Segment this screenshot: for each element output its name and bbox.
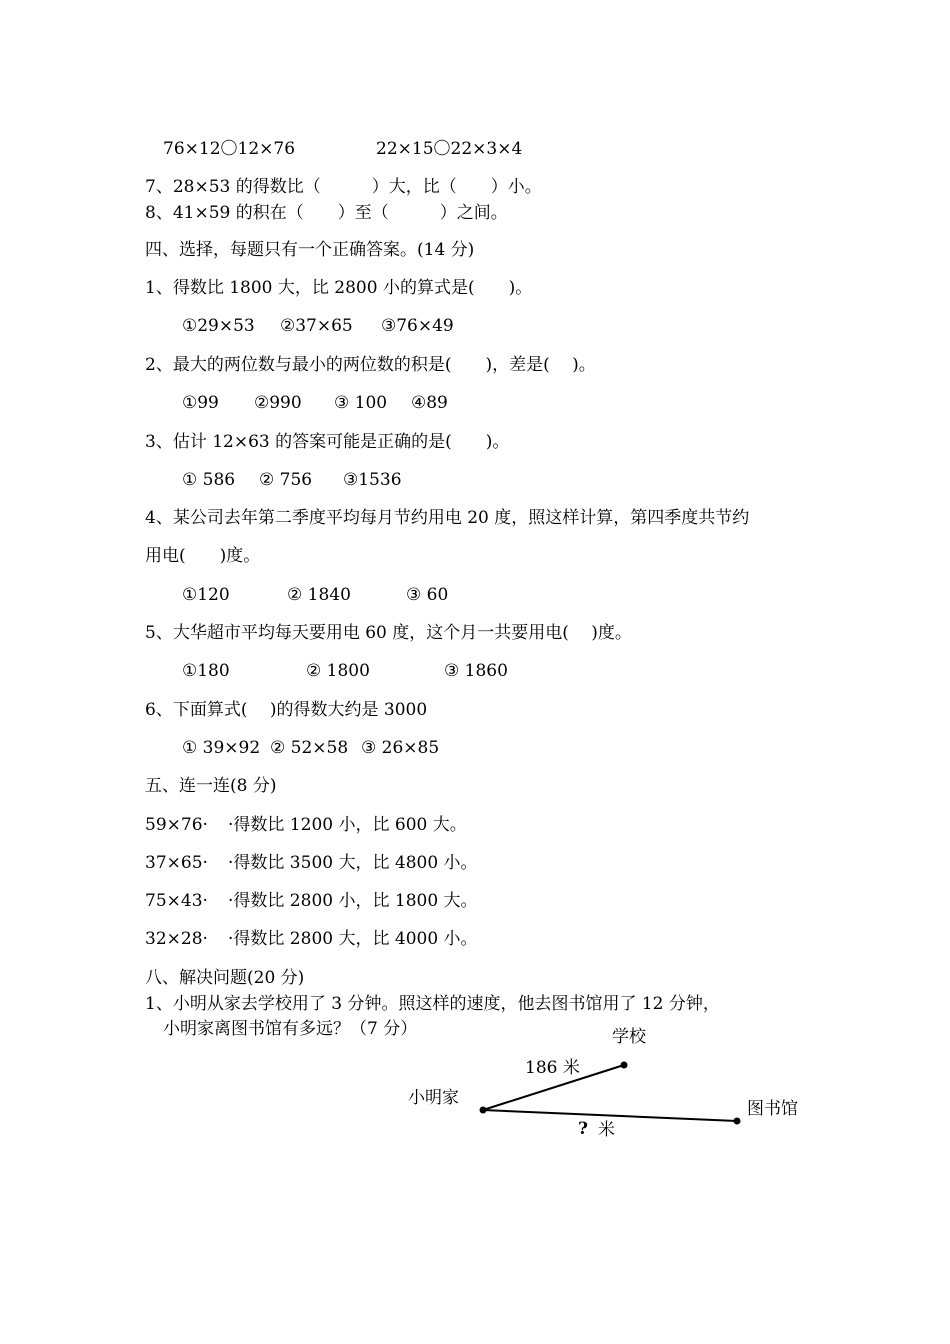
match-right-4[interactable]: ·得数比 2800 大，比 4000 小。 [228, 929, 478, 949]
choice-question-5: 5、大华超市平均每天要用电 60 度，这个月一共要用电( )度。 [145, 623, 632, 643]
q6-option-2: ② 52×58 [270, 738, 349, 758]
library-label: 图书馆 [747, 1099, 798, 1119]
match-left-2[interactable]: 37×65· [145, 853, 208, 873]
match-right-1[interactable]: ·得数比 1200 小，比 600 大。 [228, 815, 467, 835]
school-label: 学校 [612, 1027, 646, 1047]
q4-option-1: ①120 [182, 585, 230, 605]
choice-question-3: 3、估计 12×63 的答案可能是正确的是( )。 [145, 432, 510, 452]
home-point [480, 1107, 487, 1114]
q4-option-3: ③ 60 [406, 585, 449, 605]
q2-option-1: ①99 [182, 393, 219, 413]
unknown-distance-mark: ? [578, 1119, 588, 1139]
choice-question-1: 1、得数比 1800 大，比 2800 小的算式是( )。 [145, 278, 533, 298]
q5-option-2: ② 1800 [306, 661, 370, 681]
match-left-3[interactable]: 75×43· [145, 891, 208, 911]
section-4-heading: 四、选择，每题只有一个正确答案。(14 分) [145, 240, 475, 260]
q6-option-1: ① 39×92 [182, 738, 261, 758]
section-8-heading: 八、解决问题(20 分) [145, 968, 305, 988]
choice-question-4-line-1: 4、某公司去年第二季度平均每月节约用电 20 度，照这样计算，第四季度共节约 [145, 508, 750, 528]
q1-option-2: ②37×65 [280, 316, 353, 336]
match-right-3[interactable]: ·得数比 2800 小，比 1800 大。 [228, 891, 478, 911]
q2-option-4: ④89 [411, 393, 448, 413]
q5-option-1: ①180 [182, 661, 230, 681]
problem-1-line-1: 1、小明从家去学校用了 3 分钟。照这样的速度，他去图书馆用了 12 分钟， [145, 994, 720, 1014]
fill-question-7: 7、28×53 的得数比（ ）大，比（ ）小。 [145, 177, 542, 197]
choice-question-4-line-2: 用电( )度。 [145, 546, 261, 566]
q2-option-2: ②990 [254, 393, 302, 413]
q2-option-3: ③ 100 [334, 393, 388, 413]
q3-option-2: ② 756 [259, 470, 313, 490]
match-left-1[interactable]: 59×76· [145, 815, 208, 835]
match-left-4[interactable]: 32×28· [145, 929, 208, 949]
q3-option-3: ③1536 [343, 470, 402, 490]
q3-option-1: ① 586 [182, 470, 236, 490]
q1-option-3: ③76×49 [381, 316, 454, 336]
choice-question-2: 2、最大的两位数与最小的两位数的积是( )，差是( )。 [145, 355, 596, 375]
q1-option-1: ①29×53 [182, 316, 255, 336]
unknown-distance-unit: 米 [598, 1120, 615, 1140]
q6-option-3: ③ 26×85 [361, 738, 440, 758]
compare-left: 76×12〇12×76 [163, 139, 296, 159]
choice-question-6: 6、下面算式( )的得数大约是 3000 [145, 700, 428, 720]
problem-1-line-2: 小明家离图书馆有多远？（7 分） [163, 1019, 418, 1039]
library-point [734, 1118, 741, 1125]
school-point [621, 1062, 628, 1069]
q5-option-3: ③ 1860 [444, 661, 508, 681]
fill-question-8: 8、41×59 的积在（ ）至（ ）之间。 [145, 203, 508, 223]
known-distance-label: 186 米 [525, 1058, 580, 1078]
q4-option-2: ② 1840 [287, 585, 351, 605]
compare-right: 22×15〇22×3×4 [376, 139, 523, 159]
section-5-heading: 五、连一连(8 分) [145, 776, 277, 796]
home-label: 小明家 [408, 1088, 459, 1108]
match-right-2[interactable]: ·得数比 3500 大，比 4800 小。 [228, 853, 478, 873]
